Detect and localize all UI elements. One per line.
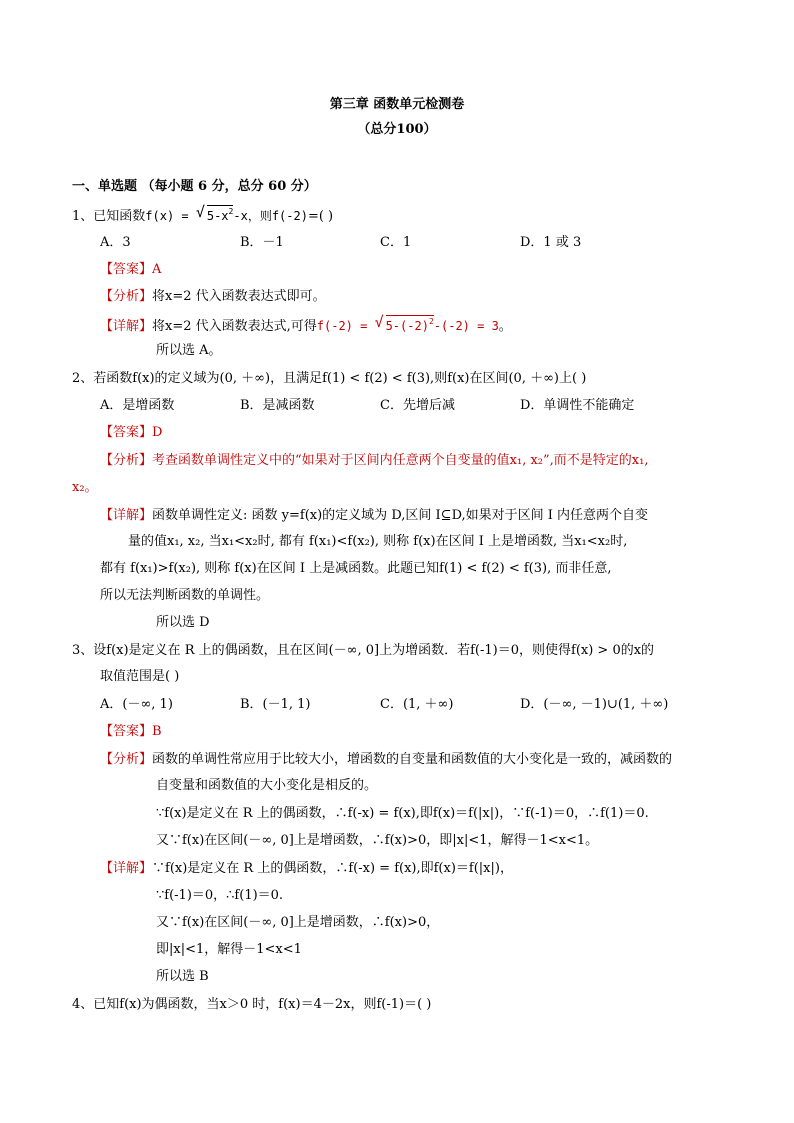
answer-tag: 【答案】 (100, 425, 153, 440)
q3-detail-text-1: ∵f(x)是定义在 R 上的偶函数，∴f(-x) = f(x),即f(x)＝f(|x|)， (152, 861, 513, 876)
q1-detail-sqrt-content: 5-(-2) (385, 319, 429, 333)
analysis-tag: 【分析】 (100, 752, 153, 767)
question-3-stem-1: 3、设f(x)是定义在 R 上的偶函数，且在区间(－∞, 0]上为增函数．若f(-1)＝0，则使得f(x) > 0的x的 (72, 643, 655, 658)
detail-tag: 【详解】 (100, 319, 153, 334)
q1-detail-sqrt: √ $5-(-2)^2$ (374, 313, 434, 333)
detail-tag: 【详解】 (100, 508, 153, 523)
q2-option-b: B．是减函数 (240, 398, 315, 413)
q3-detail-text-3: 又∵f(x)在区间(－∞, 0]上是增函数，∴f(x)>0， (156, 915, 440, 930)
q3-option-c: C．(1, ＋∞) (380, 697, 454, 712)
q3-analysis-text-2: 自变量和函数值的大小变化是相反的。 (156, 778, 378, 793)
q3-analysis-text-4: 又∵f(x)在区间(－∞, 0]上是增函数，∴f(x)>0，即|x|<1，解得－1<x<1。 (156, 833, 599, 848)
q1-detail-post: -(-2) = 3 (433, 319, 499, 333)
q3-analysis-text-1: 函数的单调性常应用于比较大小，增函数的自变量和函数值的大小变化是一致的，减函数的 (152, 752, 673, 767)
q1-option-d: D．1 或 3 (520, 235, 582, 250)
q2-detail (100, 507, 648, 525)
q2-analysis (100, 452, 648, 470)
answer-tag: 【答案】 (100, 724, 153, 739)
q2-analysis-text-2: x₂。 (72, 480, 98, 495)
q1-answer-value: A (152, 262, 162, 277)
q3-analysis-text-3: ∵f(x)是定义在 R 上的偶函数，∴f(-x) = f(x),即f(x)＝f(|x|)，∵f(-1)＝0，∴f(1)＝0. (156, 806, 649, 821)
q3-analysis (100, 751, 672, 769)
q2-analysis-text-1: 考查函数单调性定义中的“如果对于区间内任意两个自变量的值x₁, x₂”,而不是特定的x₁, (152, 453, 649, 468)
q2-answer-value: D (152, 425, 163, 440)
q2-answer (100, 424, 162, 442)
q3-answer (100, 723, 162, 741)
page-title: 第三章 函数单元检测卷 (329, 97, 465, 112)
page-subtitle: （总分100） (357, 122, 437, 137)
q3-option-b: B．(－1, 1) (240, 697, 311, 712)
q3-answer-value: B (152, 724, 162, 739)
q2-detail-text-4: 所以无法判断函数的单调性。 (100, 588, 270, 603)
q3-detail-text-4: 即|x|<1，解得－1<x<1 (156, 942, 302, 957)
q1-analysis-text: 将x=2 代入函数表达式即可。 (152, 289, 326, 304)
q2-conclusion: 所以选 D (156, 615, 210, 630)
q1-stem-post: -x，则 (233, 209, 272, 223)
q1-option-c: C．1 (380, 235, 412, 250)
q1-detail-f: f(-2) = (316, 319, 375, 333)
question-4-stem: 4、已知f(x)为偶函数，当x＞0 时，f(x)＝4－2x，则f(-1)＝( ) (72, 997, 432, 1012)
q1-answer (100, 261, 161, 279)
q2-detail-text-3: 都有 f(x₁)>f(x₂), 则称 f(x)在区间 I 上是减函数。此题已知f(1) < f(2) < f(3), 而非任意, (100, 561, 612, 576)
q1-detail-pre: 将x=2 代入函数表达式,可得 (152, 319, 317, 334)
q1-stem-blank: =( ) (307, 209, 334, 224)
q2-detail-text-2: 量的值x₁, x₂, 当x₁<x₂时, 都有 f(x₁)<f(x₂), 则称 f(x)在区间 I 上是增函数, 当x₁<x₂时, (128, 534, 628, 549)
section-heading: 一、单选题 （每小题 6 分，总分 60 分） (72, 179, 317, 194)
q3-conclusion: 所以选 B (156, 969, 209, 984)
q1-stem-ask: f(-2) (271, 209, 308, 223)
analysis-tag: 【分析】 (100, 453, 153, 468)
question-2-stem: 2、若函数f(x)的定义域为(0, ＋∞)，且满足f(1) < f(2) < f(3),则f(x)在区间(0, ＋∞)上( ) (72, 371, 587, 386)
detail-tag: 【详解】 (100, 861, 153, 876)
q1-sqrt-exp: 2 (228, 207, 234, 216)
q3-detail (100, 860, 513, 878)
q1-sqrt: √ $5-x^2$ (195, 203, 234, 223)
q2-option-c: C．先增后减 (380, 398, 455, 413)
q2-option-d: D．单调性不能确定 (520, 398, 635, 413)
q2-detail-text-1: 函数单调性定义: 函数 y=f(x)的定义域为 D,区间 I⊆D,如果对于区间 I 内任意两个自变 (152, 508, 649, 523)
question-3-stem-2: 取值范围是( ) (100, 669, 180, 684)
q2-option-a: A．是增函数 (100, 398, 175, 413)
q1-conclusion: 所以选 A。 (156, 343, 222, 358)
q3-detail-text-2: ∵f(-1)＝0，∴f(1)＝0. (156, 888, 284, 903)
q1-stem-pre: 1、已知函数 (72, 209, 146, 224)
q1-analysis (100, 288, 326, 306)
q1-detail (100, 315, 512, 336)
q1-detail-sqrt-exp: 2 (428, 317, 434, 326)
q3-option-a: A．(－∞, 1) (100, 697, 173, 712)
question-1-stem (72, 205, 333, 226)
q1-option-b: B．－1 (240, 235, 284, 250)
q3-option-d: D．(－∞, －1)∪(1, ＋∞) (520, 697, 669, 712)
q1-detail-end: 。 (498, 319, 512, 334)
answer-tag: 【答案】 (100, 262, 153, 277)
q1-stem-fx: f(x) = (145, 209, 196, 223)
analysis-tag: 【分析】 (100, 289, 153, 304)
q1-sqrt-content: 5-x (206, 209, 229, 223)
q1-option-a: A．3 (100, 235, 131, 250)
